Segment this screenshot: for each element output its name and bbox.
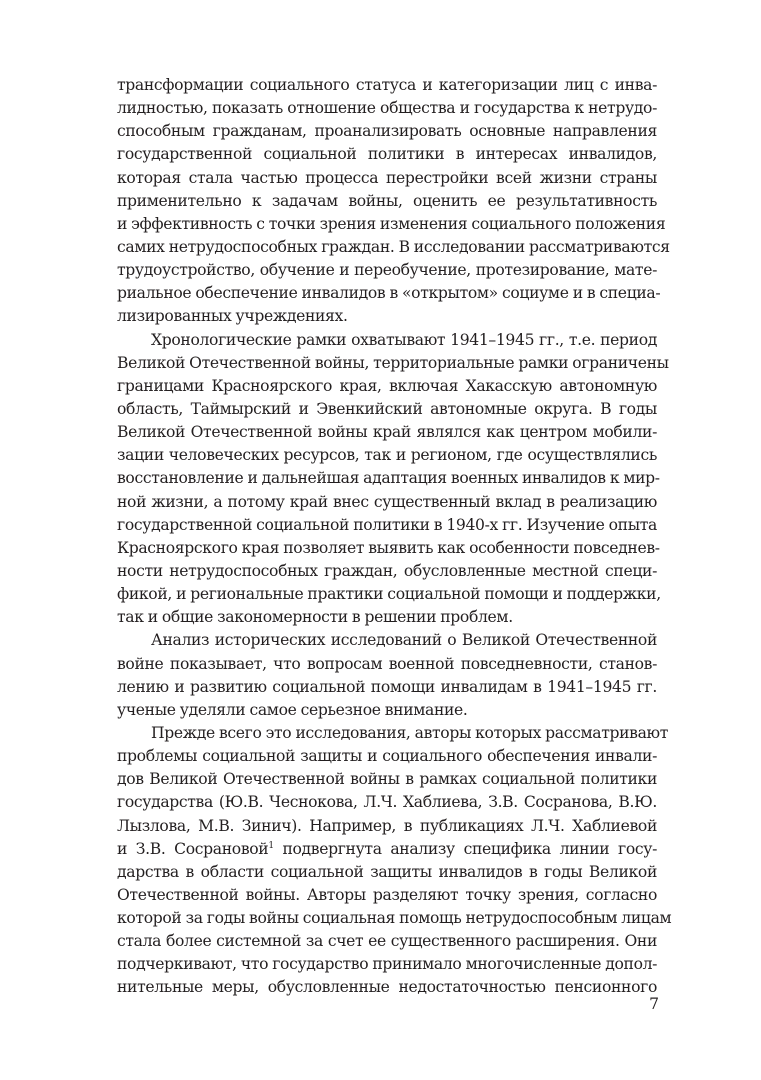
footnote-reference[interactable]: 1	[268, 840, 274, 851]
text-line: Красноярского края позволяет выявить как особенности повседнев-	[117, 538, 660, 557]
page-number: 7	[649, 995, 659, 1013]
paragraph-first-line: Прежде всего это исследования, авторы которых рассматривают	[151, 723, 669, 742]
text-line: Великой Отечественной войны край являлся как центром мобили-	[117, 423, 657, 442]
text-line: государственной социальной политики в 1940-х гг. Изучение опыта	[117, 515, 657, 534]
text-line: войне показывает, что вопросам военной повседневности, станов-	[117, 654, 657, 673]
text-line: область, Таймырский и Эвенкийский автономные округа. В годы	[117, 399, 657, 418]
text-line: восстановление и дальнейшая адаптация военных инвалидов к мир-	[117, 469, 660, 488]
text-segment: подвергнута анализу специфика линии госу-	[282, 839, 657, 858]
text-line-with-footnote	[117, 838, 657, 861]
text-line: Лызлова, М.В. Зинич). Например, в публикациях Л.Ч. Хаблиевой	[117, 816, 657, 835]
text-line: ной жизни, а потому край внес существенный вклад в реализацию	[117, 492, 657, 511]
text-line: так и общие закономерности в решении проблем.	[117, 608, 513, 627]
text-line: которой за годы войны социальная помощь нетрудоспособным лицам	[117, 909, 672, 928]
text-line: трансформации социального статуса и категоризации лиц с инва-	[117, 76, 657, 94]
text-line: государственной социальной политики в интересах инвалидов,	[117, 145, 657, 164]
text-line: нительные меры, обусловленные недостаточностью пенсионного	[117, 978, 657, 997]
body-text	[117, 74, 672, 1000]
text-line: государства (Ю.В. Чеснокова, Л.Ч. Хаблиева, З.В. Сосранова, В.Ю.	[117, 793, 657, 812]
text-line: Великой Отечественной войны, территориальные рамки ограничены	[117, 353, 669, 372]
text-line: подчеркивают, что государство принимало многочисленные допол-	[117, 955, 658, 974]
text-line: дов Великой Отечественной войны в рамках социальной политики	[117, 770, 657, 789]
text-line: которая стала частью процесса перестройки всей жизни страны	[117, 168, 657, 187]
text-line: и эффективность с точки зрения изменения социального положения	[117, 214, 666, 233]
text-line: трудоустройство, обучение и переобучение, протезирование, мате-	[117, 261, 657, 280]
text-line: фикой, и региональные практики социальной помощи и поддержки,	[117, 585, 661, 604]
text-line: Отечественной войны. Авторы разделяют точку зрения, согласно	[117, 885, 657, 904]
text-line: лению и развитию социальной помощи инвалидам в 1941–1945 гг.	[117, 677, 657, 696]
text-line: применительно к задачам войны, оценить ее результативность	[117, 191, 657, 210]
text-line: лидностью, показать отношение общества и государства к нетрудо-	[117, 99, 657, 118]
text-line: риальное обеспечение инвалидов в «открытом» социуме и в специа-	[117, 284, 661, 303]
text-line: способным гражданам, проанализировать основные направления	[117, 122, 657, 141]
paragraph-first-line: Анализ исторических исследований о Великой Отечественной	[151, 631, 657, 650]
text-line: дарства в области социальной защиты инвалидов в годы Великой	[117, 862, 657, 881]
text-line: границами Красноярского края, включая Хакасскую автономную	[117, 376, 657, 395]
text-line: стала более системной за счет ее существенного расширения. Они	[117, 932, 657, 951]
text-line: проблемы социальной защиты и социального обеспечения инвали-	[117, 747, 657, 766]
text-line: самих нетрудоспособных граждан. В исследовании рассматриваются	[117, 237, 670, 256]
paragraph-first-line: Хронологические рамки охватывают 1941–1945 гг., т.е. период	[151, 330, 657, 349]
text-line: ученые уделяли самое серьезное внимание.	[117, 700, 468, 719]
text-line: лизированных учреждениях.	[117, 307, 348, 326]
text-segment: и З.В. Сосрановой	[117, 839, 269, 858]
text-line: зации человеческих ресурсов, так и регионом, где осуществлялись	[117, 446, 657, 465]
text-line: ности нетрудоспособных граждан, обусловленные местной специ-	[117, 561, 657, 580]
